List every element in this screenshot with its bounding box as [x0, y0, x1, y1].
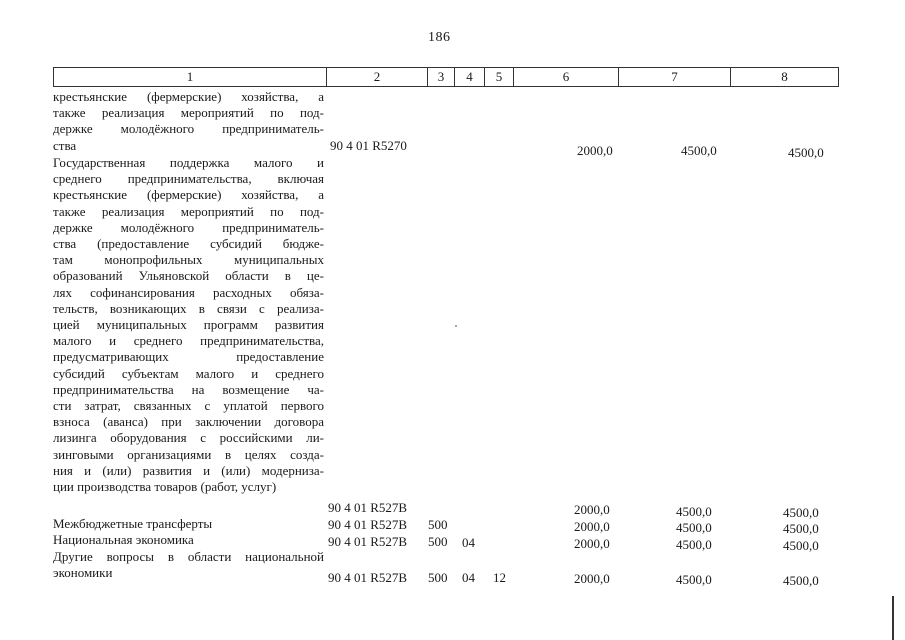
description-line: ции производства товаров (работ, услуг) — [53, 479, 277, 495]
header-col-4: 4 — [455, 68, 485, 86]
header-col-8: 8 — [781, 69, 788, 84]
row-description — [53, 549, 324, 581]
header-col-1: 1 — [54, 68, 327, 86]
description-line: лизинга оборудования с российскими ли- — [53, 430, 324, 446]
row-label: Межбюджетные трансферты — [53, 516, 213, 531]
table-header-row — [53, 67, 839, 87]
code-cell: 90 4 01 R527B — [328, 534, 408, 549]
col-3-cell: 500 — [428, 534, 448, 549]
code-cell: 90 4 01 R527B — [328, 570, 408, 585]
description-line: ства (предоставление субсидий бюдже- — [53, 236, 324, 252]
page-number: 186 — [428, 30, 451, 45]
description-line: образований Ульяновской области в це- — [53, 268, 324, 284]
description-line: цией муниципальных программ развития — [53, 317, 324, 333]
value-col-7: 4500,0 — [681, 143, 717, 158]
description-line: держке молодёжного предприниматель- — [53, 121, 324, 137]
value-col-6: 2000,0 — [574, 502, 610, 517]
value-col-7: 4500,0 — [676, 520, 712, 535]
header-col-2: 2 — [327, 68, 428, 86]
value-col-8: 4500,0 — [788, 145, 824, 160]
header-col-5: 5 — [485, 68, 514, 86]
description-line: взноса (аванса) при заключении договора — [53, 414, 324, 430]
description-line: предусматривающих предоставление — [53, 349, 324, 365]
description-line: предпринимательства на возмещение ча- — [53, 381, 324, 397]
description-line: крестьянские (фермерские) хозяйства, а — [53, 187, 324, 203]
value-col-6: 2000,0 — [574, 536, 610, 551]
description-line: малого и среднего предпринимательства, — [53, 333, 324, 349]
description-line: крестьянские (фермерские) хозяйства, а — [53, 89, 324, 104]
description-line: также реализация мероприятий по под- — [53, 203, 324, 219]
row-description — [53, 155, 324, 495]
code-cell: 90 4 01 R527B — [328, 500, 408, 515]
value-col-7: 4500,0 — [676, 537, 712, 552]
value-col-6: 2000,0 — [574, 519, 610, 534]
description-line: ния и (или) развития и (или) модерниза- — [53, 462, 324, 478]
header-col-3: 3 — [428, 68, 455, 86]
value-col-8: 4500,0 — [783, 521, 819, 536]
description-line: Государственная поддержка малого и — [53, 155, 324, 170]
header-col-7: 7 — [619, 68, 731, 86]
description-line: также реализация мероприятий по под- — [53, 105, 324, 121]
value-col-8: 4500,0 — [783, 538, 819, 553]
value-col-6: 2000,0 — [574, 571, 610, 586]
page-edge-mark — [892, 596, 894, 640]
description-line: зинговыми организациями в целях созда- — [53, 446, 324, 462]
description-line: среднего предпринимательства, включая — [53, 171, 324, 187]
col-3-cell: 500 — [428, 517, 448, 532]
description-line: сти затрат, связанных с уплатой первого — [53, 398, 324, 414]
value-col-6: 2000,0 — [577, 143, 613, 158]
col-3-cell: 500 — [428, 570, 448, 585]
code-cell: 90 4 01 R527B — [328, 517, 408, 532]
value-col-7: 4500,0 — [676, 504, 712, 519]
header-col-6: 6 — [514, 68, 619, 86]
row-description — [53, 89, 324, 154]
value-col-8: 4500,0 — [783, 505, 819, 520]
code-cell: 90 4 01 R5270 — [330, 138, 407, 153]
description-line: экономики — [53, 565, 113, 581]
description-line: держке молодёжного предприниматель- — [53, 219, 324, 235]
col-4-cell: 04 — [462, 570, 475, 585]
value-col-8: 4500,0 — [783, 573, 819, 588]
col-4-cell: 04 — [462, 535, 475, 550]
description-line: там монопрофильных муниципальных — [53, 252, 324, 268]
value-col-7: 4500,0 — [676, 572, 712, 587]
description-line: ства — [53, 137, 77, 153]
description-line: тельств, возникающих в связи с реализа- — [53, 300, 324, 316]
row-label: Национальная экономика — [53, 532, 194, 547]
scan-speck — [455, 325, 457, 327]
description-line: субсидий субъектам малого и среднего — [53, 365, 324, 381]
col-5-cell: 12 — [493, 570, 506, 585]
description-line: лях софинансирования расходных обяза- — [53, 284, 324, 300]
description-line: Другие вопросы в области национальной — [53, 549, 324, 564]
